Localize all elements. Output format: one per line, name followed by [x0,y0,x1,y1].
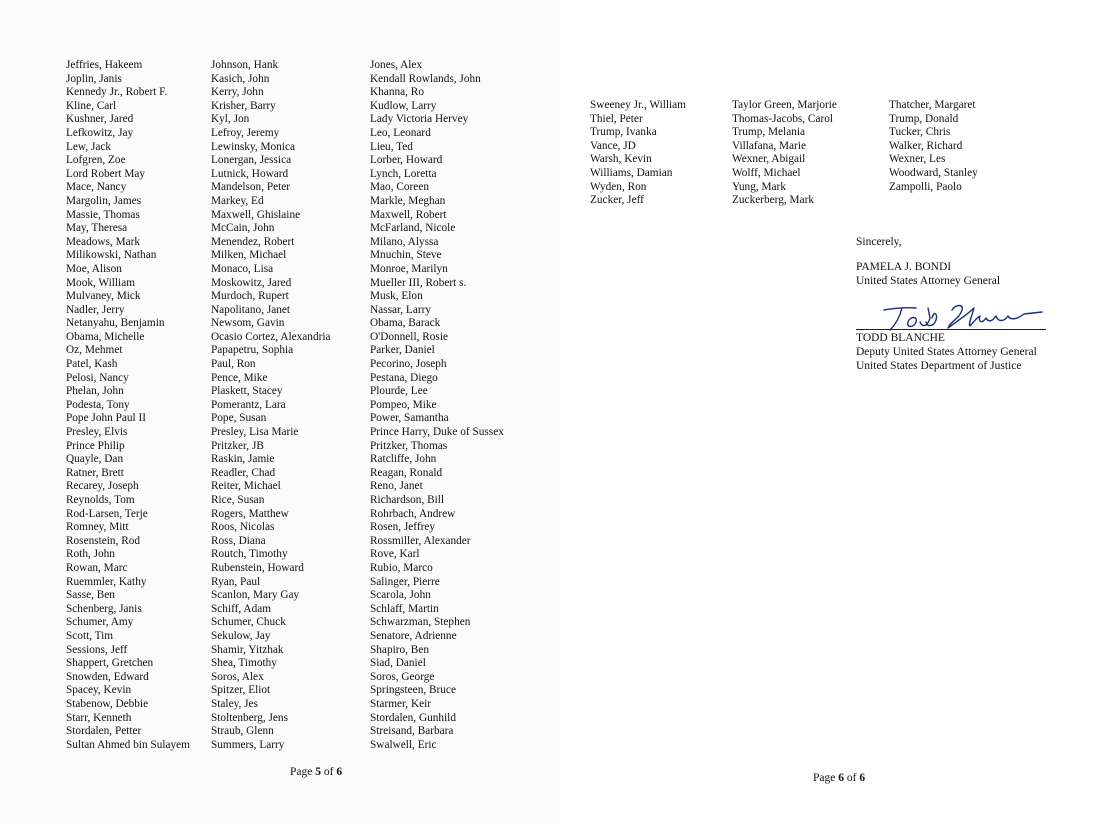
name-entry: Presley, Elvis [66,426,128,439]
name-entry: Wexner, Les [889,153,946,166]
name-entry: Snowden, Edward [66,670,149,683]
name-entry: Pelosi, Nancy [66,371,129,384]
name-entry: May, Theresa [66,222,128,235]
name-entry: Napolitano, Janet [211,303,291,316]
name-entry: Siad, Daniel [370,657,426,670]
name-entry: Reiter, Michael [211,480,281,493]
name-entry: Schiff, Adam [211,602,272,615]
name-entry: Power, Samantha [370,412,449,425]
name-entry: Zucker, Jeff [590,194,644,207]
name-entry: Rossmiller, Alexander [370,534,471,547]
name-list-column-5 [732,99,837,208]
name-entry: Parker, Daniel [370,344,435,357]
name-entry: Scanlon, Mary Gay [211,589,300,602]
name-entry: McFarland, Nicole [370,222,456,235]
signer1-title: United States Attorney General [856,275,1001,287]
name-entry: Joplin, Janis [66,72,122,85]
name-entry: Mulvaney, Mick [66,290,141,303]
name-entry: Roth, John [66,548,115,561]
name-entry: Pritzker, JB [211,439,264,452]
name-entry: Johnson, Hank [211,59,279,71]
name-entry: Presley, Lisa Marie [211,426,299,439]
name-entry: Shapiro, Ben [370,643,429,656]
name-entry: Lieu, Ted [370,140,413,153]
name-entry: Rohrbach, Andrew [370,507,456,520]
name-entry: Maxwell, Ghislaine [211,208,301,221]
name-entry: Pompeo, Mike [370,398,437,411]
name-entry: Starmer, Keir [370,697,432,710]
name-entry: Lewinsky, Monica [211,140,295,153]
name-entry: Kennedy Jr., Robert F. [66,86,168,99]
name-entry: Oz, Mehmet [66,344,123,357]
name-entry: Soros, George [370,670,435,683]
name-entry: Rubenstein, Howard [211,561,304,574]
name-entry: Kerry, John [211,86,264,99]
name-entry: Ryan, Paul [211,575,261,588]
name-entry: Plaskett, Stacey [211,385,283,398]
name-entry: Stordalen, Gunhild [370,711,456,724]
name-entry: Recarey, Joseph [66,480,139,493]
name-entry: Jones, Alex [370,59,423,71]
name-entry: Schwarzman, Stephen [370,616,471,629]
name-entry: Schumer, Chuck [211,616,286,629]
name-entry: Ruemmler, Kathy [66,575,147,588]
page-label: Page [290,766,316,778]
name-entry: Murdoch, Rupert [211,290,289,303]
name-entry: Swalwell, Eric [370,738,437,751]
name-entry: Stoltenberg, Jens [211,711,288,724]
name-entry: Mace, Nancy [66,181,127,194]
name-entry: Rice, Susan [211,494,265,506]
name-entry: Spitzer, Eliot [211,684,271,697]
name-entry: Trump, Ivanka [590,126,657,139]
name-entry: Thomas-Jacobs, Carol [732,112,834,125]
name-entry: Podesta, Tony [66,398,130,411]
signer2-block [856,331,1037,373]
name-entry: Quayle, Dan [66,453,124,466]
name-entry: Lonergan, Jessica [211,154,292,167]
name-entry: Lefkowitz, Jay [66,126,134,139]
name-entry: Patel, Kash [66,358,118,371]
name-entry: Menendez, Robert [211,235,295,248]
name-entry: Lord Robert May [66,167,146,180]
name-entry: Paul, Ron [211,358,256,371]
name-entry: Schlaff, Martin [370,602,439,615]
closing: Sincerely, [856,236,902,248]
name-entry: Stordalen, Petter [66,725,142,738]
name-entry: Sekulow, Jay [211,629,271,642]
name-entry: Rogers, Matthew [211,507,289,520]
name-entry: Ratner, Brett [66,466,124,479]
name-entry: Walker, Richard [889,139,963,152]
name-entry: Straub, Glenn [211,725,274,738]
name-entry: Shamir, Yitzhak [211,643,284,656]
name-entry: Senatore, Adrienne [370,629,457,642]
name-entry: Newsom, Gavin [211,317,285,330]
name-entry: Milano, Alyssa [370,235,439,248]
name-entry: Schenberg, Janis [66,602,142,615]
page-total: 6 [859,772,866,784]
name-entry: Ratcliffe, John [370,453,437,466]
name-entry: Rosen, Jeffrey [370,521,436,534]
name-entry: Starr, Kenneth [66,711,132,724]
name-entry: Wyden, Ron [590,180,647,193]
page-number-6 [813,772,865,784]
name-entry: Romney, Mitt [66,521,129,534]
name-entry: Margolin, James [66,194,142,207]
name-entry: Meadows, Mark [66,235,141,248]
name-entry: Markey, Ed [211,194,264,207]
name-entry: Moskowitz, Jared [211,276,292,289]
name-entry: Monroe, Marilyn [370,262,448,275]
name-entry: Massie, Thomas [66,208,140,221]
handwritten-signature [856,300,1048,332]
name-entry: Nassar, Larry [370,303,432,316]
name-entry: Reagan, Ronald [370,466,443,479]
name-entry: Summers, Larry [211,738,285,751]
name-entry: Milikowski, Nathan [66,249,157,262]
name-entry: Wolff, Michael [732,166,801,179]
name-entry: Warsh, Kevin [590,153,652,166]
name-entry: Thiel, Peter [590,112,643,125]
name-entry: Lutnick, Howard [211,167,289,180]
name-entry: Scott, Tim [66,629,114,642]
name-entry: Taylor Green, Marjorie [732,99,837,111]
name-list-column-4 [590,99,686,208]
name-entry: Zampolli, Paolo [889,180,962,193]
name-entry: Readler, Chad [211,466,276,479]
name-entry: Pope, Susan [211,412,267,425]
name-entry: Springsteen, Bruce [370,684,456,697]
name-entry: Leo, Leonard [370,126,431,139]
name-entry: Mook, William [66,276,136,289]
name-entry: Routch, Timothy [211,548,288,561]
name-entry: Monaco, Lisa [211,262,274,275]
name-entry: Trump, Donald [889,112,959,125]
name-entry: Sweeney Jr., William [590,99,686,111]
name-entry: Rosenstein, Rod [66,534,141,547]
page-label-of: of [843,772,860,784]
name-entry: Williams, Damian [590,166,673,179]
page-number-5 [290,766,342,778]
name-entry: Khanna, Ro [370,86,424,99]
page-total: 6 [336,766,343,778]
name-entry: Musk, Elon [370,290,423,303]
signature-stroke [884,306,1042,331]
name-entry: Maxwell, Robert [370,208,447,221]
page-current: 6 [838,772,844,784]
name-entry: Obama, Barack [370,317,441,330]
name-entry: Lofgren, Zoe [66,154,126,167]
name-entry: Markle, Meghan [370,194,446,207]
name-entry: O'Donnell, Rosie [370,330,448,343]
signer1-name: PAMELA J. BONDI [856,261,952,273]
name-list-column-1 [66,59,190,752]
name-entry: Yung, Mark [732,180,786,193]
page-current: 5 [315,766,321,778]
name-entry: Pestana, Diego [370,371,438,384]
name-entry: Ocasio Cortez, Alexandria [211,330,331,343]
name-entry: Lorber, Howard [370,154,443,167]
name-entry: Tucker, Chris [889,126,951,139]
signer2-dept: United States Department of Justice [856,360,1022,372]
name-entry: Lynch, Loretta [370,167,437,180]
signer2-name: TODD BLANCHE [856,332,945,344]
name-entry: Soros, Alex [211,670,264,683]
name-entry: Rod-Larsen, Terje [66,507,148,520]
name-entry: Streisand, Barbara [370,725,454,738]
name-entry: Pritzker, Thomas [370,439,448,452]
name-entry: Rubio, Marco [370,561,433,574]
name-entry: Milken, Michael [211,249,287,262]
name-entry: Kline, Carl [66,99,117,112]
name-entry: Trump, Melania [732,126,806,139]
name-entry: Salinger, Pierre [370,575,440,588]
name-entry: Pope John Paul II [66,412,147,425]
name-entry: Shea, Timothy [211,657,277,670]
name-entry: Nadler, Jerry [66,303,125,316]
name-entry: Mao, Coreen [370,181,429,194]
name-entry: Kushner, Jared [66,113,134,126]
name-list-column-6 [889,99,978,194]
name-entry: Lefroy, Jeremy [211,126,280,139]
name-entry: Rove, Karl [370,548,420,561]
name-entry: Netanyahu, Benjamin [66,317,165,330]
name-entry: Pence, Mike [211,371,268,384]
name-entry: Phelan, John [66,385,124,398]
page-label: Page [813,772,839,784]
name-entry: Rowan, Marc [66,561,128,574]
name-entry: Reynolds, Tom [66,494,135,506]
name-entry: Villafana, Marie [732,139,806,152]
name-entry: Schumer, Amy [66,616,134,629]
name-entry: Kudlow, Larry [370,99,437,112]
name-entry: Mueller III, Robert s. [370,276,467,289]
name-entry: Jeffries, Hakeem [66,59,143,71]
signature-line [856,329,1046,330]
name-entry: Vance, JD [590,139,636,152]
name-entry: Zuckerberg, Mark [732,194,814,207]
name-entry: Kyl, Jon [211,113,250,126]
name-entry: McCain, John [211,222,275,235]
name-entry: Wexner, Abigail [732,153,806,166]
name-entry: Thatcher, Margaret [889,99,976,111]
name-entry: Pecorino, Joseph [370,358,447,371]
name-entry: Prince Philip [66,439,125,452]
name-entry: Spacey, Kevin [66,684,132,697]
name-entry: Reno, Janet [370,480,423,493]
name-entry: Moe, Alison [66,262,122,275]
name-entry: Kasich, John [211,72,270,85]
signature-block [856,235,1000,288]
signer2-title: Deputy United States Attorney General [856,346,1037,358]
name-entry: Woodward, Stanley [889,166,978,179]
name-entry: Richardson, Bill [370,494,445,506]
name-entry: Stabenow, Debbie [66,697,149,710]
name-entry: Roos, Nicolas [211,521,275,534]
name-entry: Shappert, Gretchen [66,657,154,670]
name-entry: Pomerantz, Lara [211,398,286,411]
name-entry: Krisher, Barry [211,99,276,112]
name-list-column-2 [211,59,331,752]
name-entry: Lady Victoria Hervey [370,113,469,126]
page-label-of: of [320,766,337,778]
name-entry: Ross, Diana [211,534,266,547]
name-entry: Kendall Rowlands, John [370,72,481,85]
name-entry: Raskin, Jamie [211,453,275,466]
name-entry: Scarola, John [370,589,431,602]
name-entry: Obama, Michelle [66,330,145,343]
name-entry: Plourde, Lee [370,385,428,398]
name-entry: Sessions, Jeff [66,643,128,656]
name-entry: Sasse, Ben [66,589,115,602]
name-entry: Staley, Jes [211,697,258,710]
name-entry: Lew, Jack [66,140,112,153]
name-entry: Mnuchin, Steve [370,249,442,262]
name-entry: Mandelson, Peter [211,181,291,194]
name-list-column-3 [370,59,504,752]
name-entry: Prince Harry, Duke of Sussex [370,426,504,439]
name-entry: Papapetru, Sophia [211,344,294,357]
name-entry: Sultan Ahmed bin Sulayem [66,738,190,751]
